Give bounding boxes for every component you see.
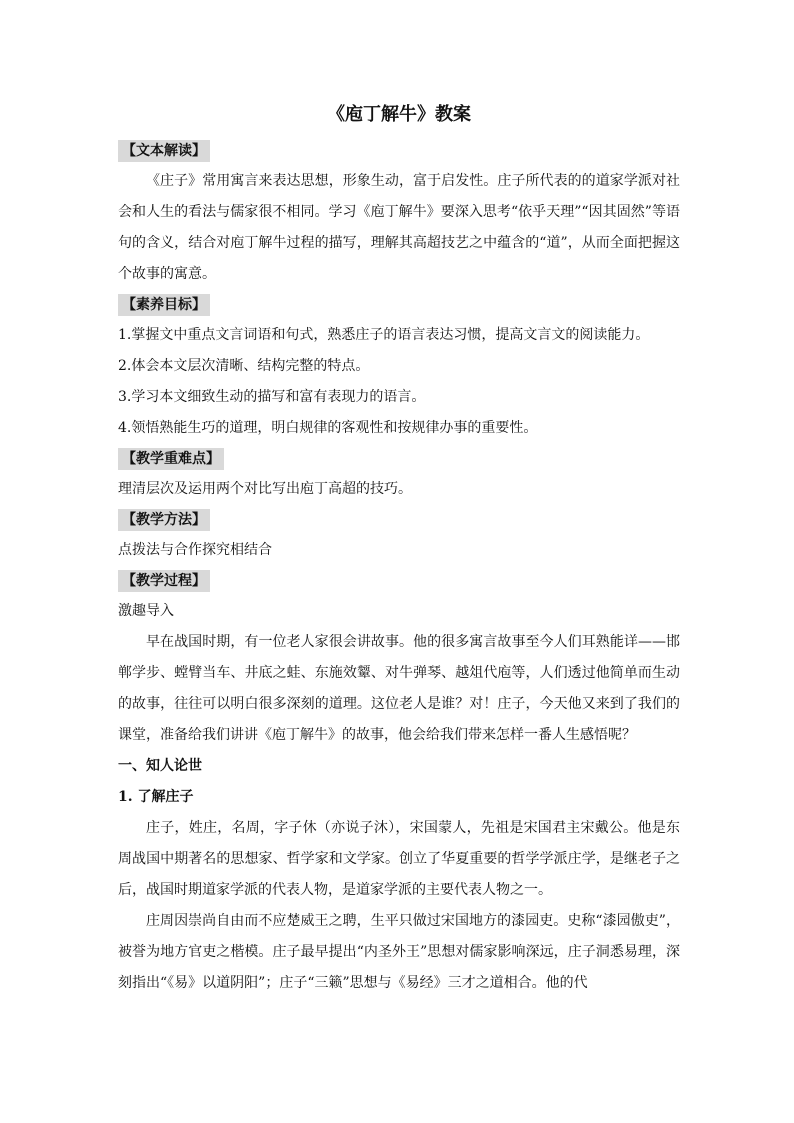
part-heading: 一、知人论世 [118,758,202,774]
zhuangzi-paragraph: 庄周因崇尚自由而不应楚威王之聘，生平只做过宋国地方的漆园吏。史称“漆园傲吏”，被誉为地方官吏之楷模。庄子最早提出“内圣外王”思想对儒家影响深远，庄子洞悉易理，深刻指出“《易》以道阴阳”；庄子“三籁”思想与《易经》三才之道相合。他的代 [118,913,680,991]
goal-item: 1.掌握文中重点文言词语和句式，熟悉庄子的语言表达习惯，提高文言文的阅读能力。 [118,327,650,343]
reading-paragraph: 《庄子》常用寓言来表达思想，形象生动，富于启发性。庄子所代表的的道家学派对社会和人生的看法与儒家很不相同。学习《庖丁解牛》要深入思考“依乎天理”“因其固然”等语句的含义，结合对庖丁解牛过程的描写，理解其高超技艺之中蕴含的“道”，从而全面把握这个故事的寓意。 [118,173,680,282]
goal-item: 2.体会本文层次清晰、结构完整的特点。 [118,358,370,374]
methods-text: 点拨法与合作探究相结合 [118,542,272,558]
section-methods [118,505,680,566]
goal-item: 3.学习本文细致生动的描写和富有表现力的语言。 [118,389,426,405]
section-keypoints [118,444,680,505]
zhuangzi-paragraph: 庄子，姓庄，名周，字子休（亦说子沐），宋国蒙人，先祖是宋国君主宋戴公。他是东周战国中期著名的思想家、哲学家和文学家。创立了华夏重要的哲学学派庄学，是继老子之后，战国时期道家学派的代表人物，是道家学派的主要代表人物之一。 [118,820,680,898]
intro-paragraph: 早在战国时期，有一位老人家很会讲故事。他的很多寓言故事至今人们耳熟能详——邯郸学步、螳臂当车、井底之蛙、东施效颦、对牛弹琴、越俎代庖等，人们透过他简单而生动的故事，往往可以明白很多深刻的道理。这位老人是谁？对！庄子，今天他又来到了我们的课堂，准备给我们讲讲《庖丁解牛》的故事，他会给我们带来怎样一番人生感悟呢？ [118,634,680,743]
section-heading-goals: 【素养目标】 [118,294,210,316]
subheading: 1. 了解庄子 [118,789,194,805]
intro-label: 激趣导入 [118,603,174,619]
section-heading-reading: 【文本解读】 [118,140,210,162]
keypoints-text: 理清层次及运用两个对比写出庖丁高超的技巧。 [118,481,412,497]
page-title: 《庖丁解牛》教案 [327,104,471,125]
section-reading [118,136,680,290]
section-heading-methods: 【教学方法】 [118,509,210,531]
section-process [118,566,680,999]
section-heading-keypoints: 【教学重难点】 [118,448,224,470]
document-body [118,100,680,999]
section-heading-process: 【教学过程】 [118,570,210,592]
goal-item: 4.领悟熟能生巧的道理，明白规律的客观性和按规律办事的重要性。 [118,420,538,436]
section-goals [118,290,680,444]
